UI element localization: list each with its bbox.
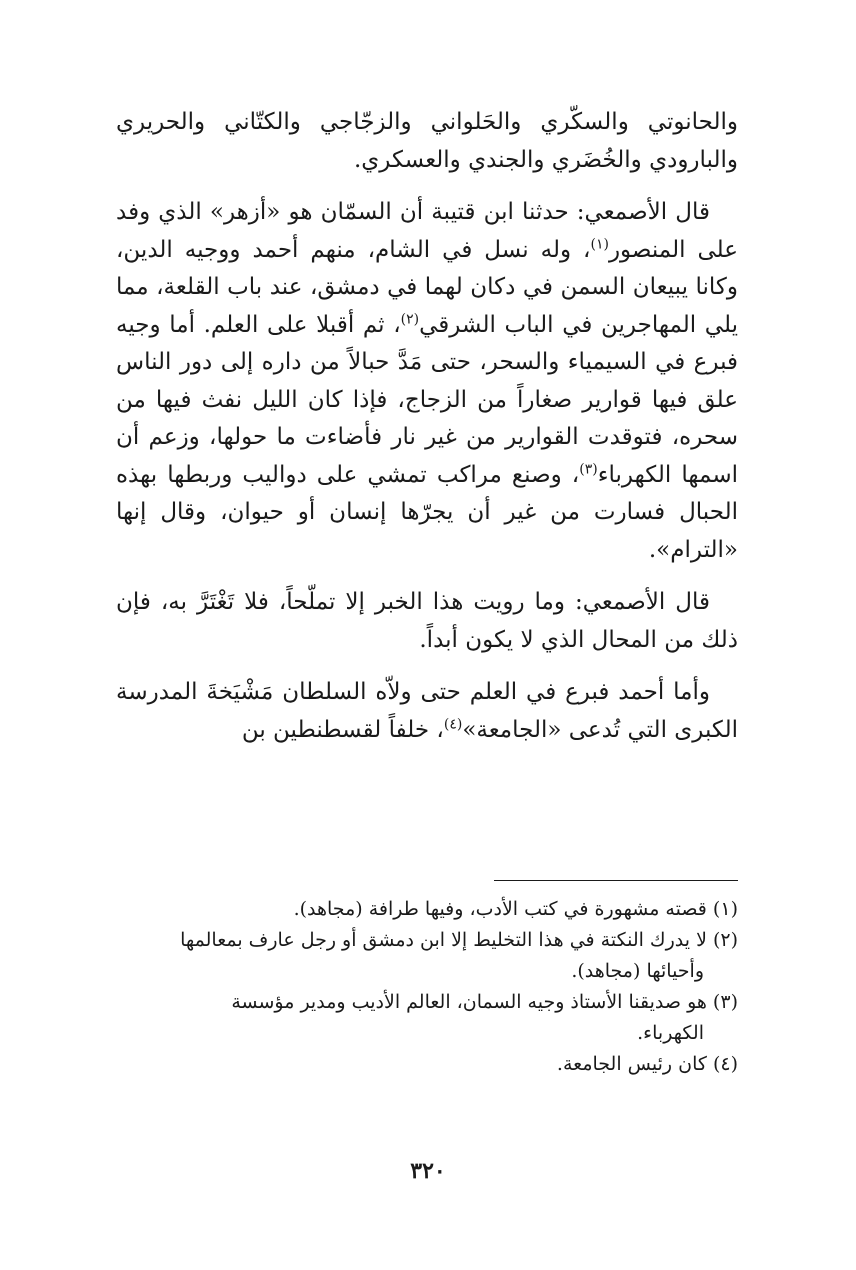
paragraph (116, 584, 738, 659)
text-segment: ، خلفاً لقسطنطين بن (241, 716, 444, 743)
text-segment: قال الأصمعي: وما رويت هذا الخبر إلا تملّحاً، فلا تَغْتَرَّ به، فإن ذلك من المحال الذي لا يكون أبداً. (116, 589, 738, 653)
paragraph (116, 674, 738, 749)
text-segment: ، ثم أقبلا على العلم. أما وجيه فبرع في السيمياء والسحر، حتى مَدَّ حبالاً من داره إلى دور الناس علق فيها قوارير صغاراً من الزجاج، فإذا كان الليل نفث فيها من سحره، فتوقدت القوارير من غير نار فأضاءت ما حولها، وزعم أن اسمها الكهرباء (116, 311, 738, 488)
footnotes (116, 894, 738, 1080)
footnote (116, 894, 738, 925)
footnote (116, 925, 738, 987)
text-segment: ، وله نسل في الشام، منهم أحمد ووجيه الدين، وكانا يبيعان السمن في دكان لهما في دمشق، عند باب القلعة، مما يلي المهاجرين في الباب الشرقي (116, 236, 738, 338)
footnote-separator (494, 880, 738, 881)
footnote-line: (١) قصته مشهورة في كتب الأدب، وفيها طرافة (مجاهد). (293, 898, 738, 920)
text-segment: والحانوتي والسكّري والحَلواني والزجّاجي والكتّاني والحريري والبارودي والخُضَري والجندي والعسكري. (116, 109, 738, 173)
footnote-line: (٣) هو صديقنا الأستاذ وجيه السمان، العالم الأديب ومدير مؤسسة (231, 991, 738, 1013)
footnote-line: الكهرباء. (637, 1022, 704, 1044)
page-number: ٣٢٠ (410, 1158, 446, 1184)
footnote-line: (٢) لا يدرك النكتة في هذا التخليط إلا ابن دمشق أو رجل عارف بمعالمها (180, 929, 738, 951)
footnote-ref: (١) (590, 235, 609, 252)
paragraph (116, 104, 738, 179)
footnote-ref: (٣) (579, 460, 598, 477)
footnote-line: وأحيائها (مجاهد). (571, 960, 704, 982)
main-text (116, 104, 738, 764)
text-segment: ، وصنع مراكب تمشي على دواليب وربطها بهذه الحبال فسارت من غير أن يجرّها إنسان أو حيوان، وقال إنها «الترام». (116, 461, 738, 563)
paragraph (116, 194, 738, 569)
footnote (116, 987, 738, 1049)
footnote-ref: (٤) (443, 715, 463, 732)
footnote (116, 1049, 738, 1080)
text-segment: وأما أحمد فبرع في العلم حتى ولاّه السلطان مَشْيَخةَ المدرسة الكبرى التي تُدعى «الجامعة» (116, 679, 738, 743)
text-segment: قال الأصمعي: حدثنا ابن قتيبة أن السمّان هو «أزهر» الذي وفد على المنصور (116, 199, 738, 263)
footnote-line: (٤) كان رئيس الجامعة. (556, 1053, 738, 1075)
footnote-ref: (٢) (400, 310, 420, 327)
